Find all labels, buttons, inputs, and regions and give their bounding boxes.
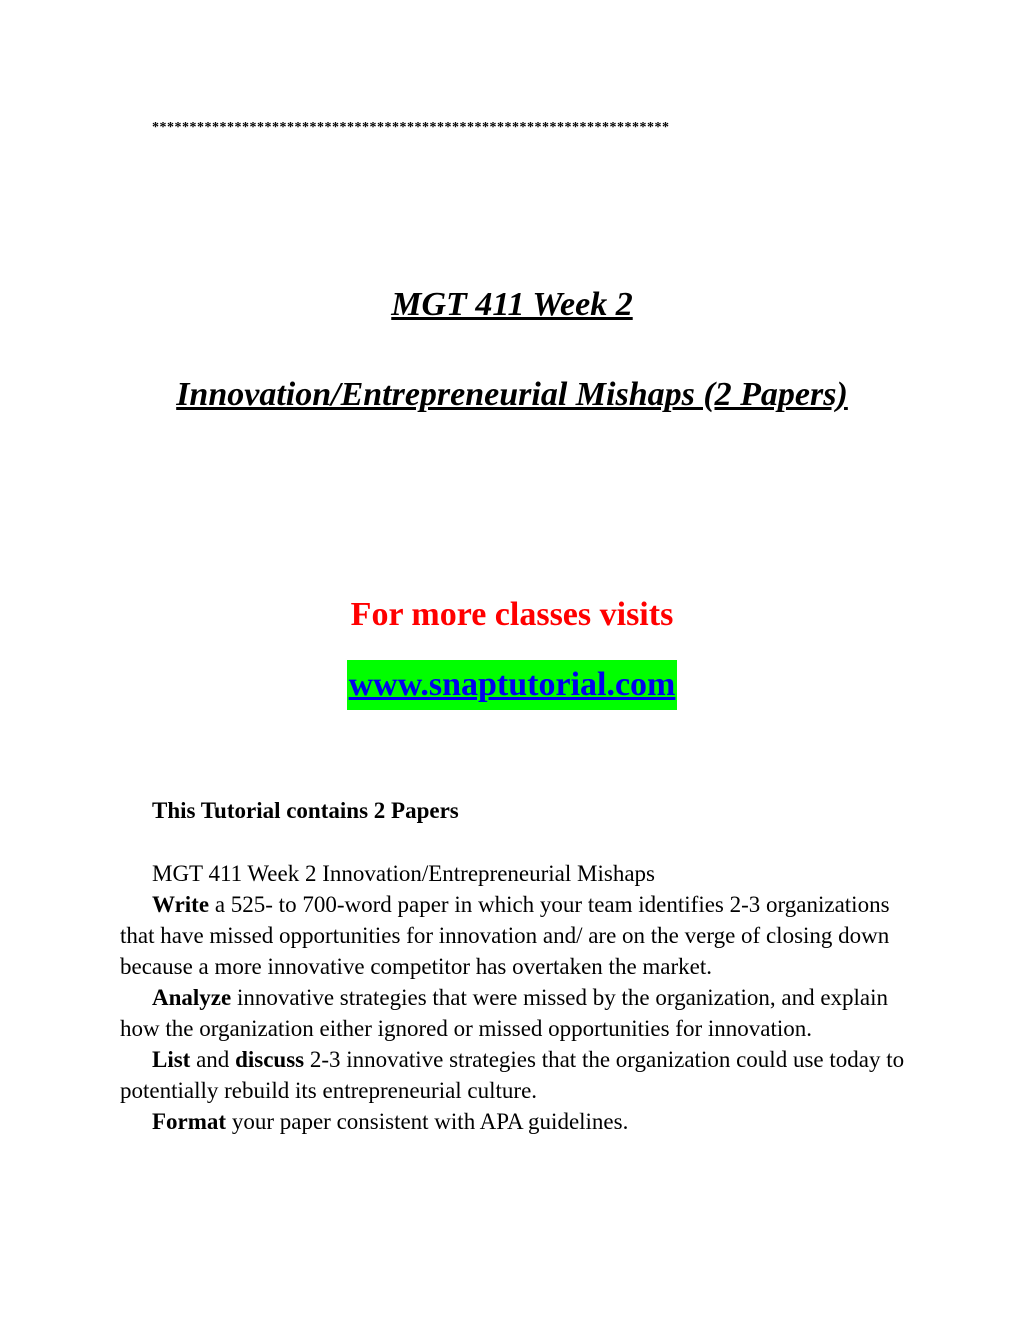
instruction-verb: Format — [152, 1109, 227, 1134]
paper-title: MGT 411 Week 2 Innovation/Entrepreneurial Mishaps — [152, 861, 655, 886]
assignment-title: Innovation/Entrepreneurial Mishaps (2 Papers) — [176, 376, 848, 413]
instruction-verb: Analyze — [152, 985, 232, 1010]
instruction-text: a 525- to 700-word paper in which your team identifies 2-3 organizations that have missed opportunities for innovation and/ are on the verge of closing down because a more innovative competitor has overtaken the market. — [120, 892, 890, 979]
instruction-verb: List — [152, 1047, 191, 1072]
instruction-verb-2: discuss — [235, 1047, 305, 1072]
promo-text: For more classes visits — [350, 596, 674, 633]
course-title: MGT 411 Week 2 — [391, 286, 633, 323]
tutorial-subheading: This Tutorial contains 2 Papers — [152, 798, 459, 823]
instruction-format — [120, 1106, 910, 1137]
promo-link-container — [0, 660, 1024, 710]
instruction-text: your paper consistent with APA guidelines. — [226, 1109, 629, 1134]
instruction-write — [120, 889, 910, 982]
assignment-body — [120, 858, 910, 1137]
snaptutorial-link[interactable]: www.snaptutorial.com — [347, 660, 678, 710]
instruction-verb: Write — [152, 892, 210, 917]
separator-line: ********************************************************************* — [152, 120, 670, 135]
instruction-text: innovative strategies that were missed by the organization, and explain how the organization either ignored or missed opportunities for innovation. — [120, 985, 889, 1041]
instruction-list-discuss — [120, 1044, 910, 1106]
instruction-connector: and — [190, 1047, 236, 1072]
instruction-text: 2-3 innovative strategies that the organization could use today to potentially rebuild its entrepreneurial culture. — [120, 1047, 905, 1103]
instruction-analyze — [120, 982, 910, 1044]
